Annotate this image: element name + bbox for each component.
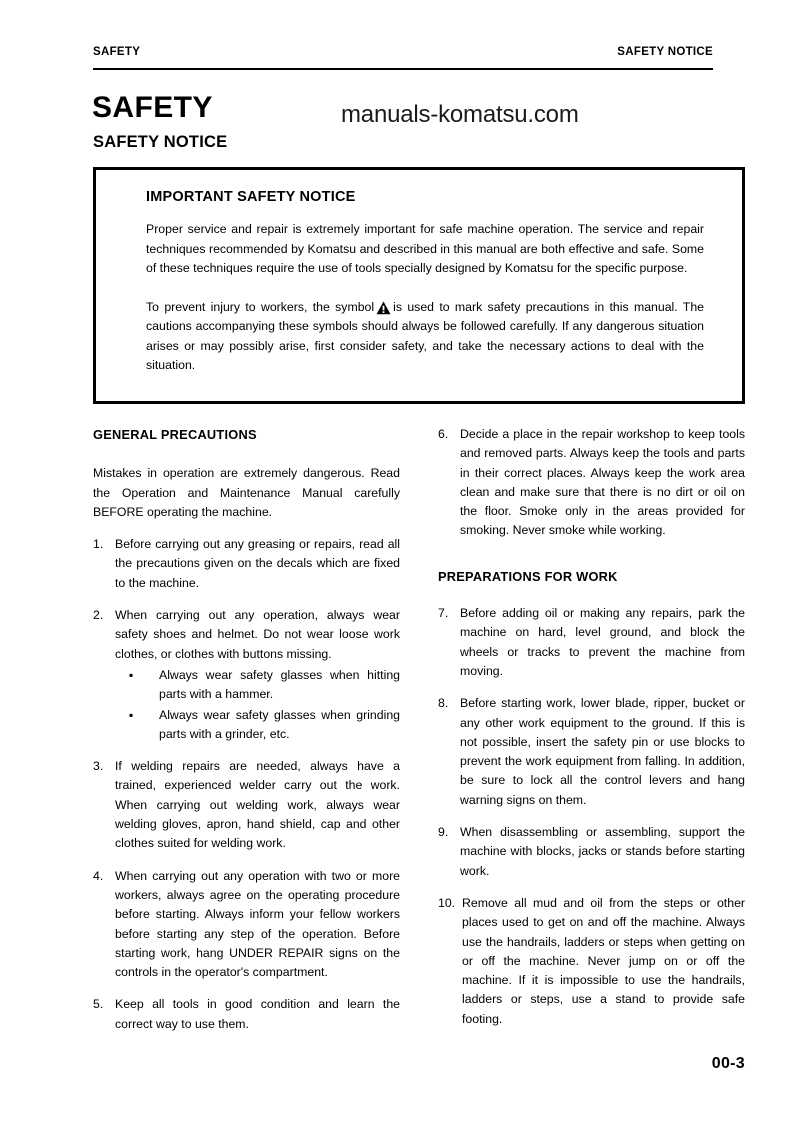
running-header-right: SAFETY NOTICE bbox=[617, 46, 713, 58]
list-item bbox=[438, 823, 745, 881]
list-item-number: 10. bbox=[438, 895, 456, 910]
list-item-text: Remove all mud and oil from the steps or other places used to get on and off the machine. Always use the handrails, ladders or steps when getting on or off the machine. Never jump on or off the machine. If it is impossible to use the handrails, ladders or steps, use a stand to provide safe footing. bbox=[462, 895, 745, 1026]
list-item bbox=[438, 894, 745, 1029]
list-item-number: 1. bbox=[93, 537, 104, 552]
list-item-number: 2. bbox=[93, 608, 104, 623]
general-precautions-list-continued bbox=[438, 425, 745, 541]
warning-triangle-icon bbox=[376, 301, 391, 315]
section-heading-general-precautions: GENERAL PRECAUTIONS bbox=[93, 427, 257, 442]
list-item bbox=[93, 606, 400, 744]
watermark-url: manuals-komatsu.com bbox=[341, 101, 579, 128]
notice-paragraph-2-after: is used to mark safety precautions in this manual. The cautions accompanying these symbols should always be followed carefully. If any dangerous situation arises or may possibly arise, first consider safety, and take the necessary actions to deal with the situation. bbox=[146, 299, 704, 372]
right-column bbox=[438, 425, 745, 1029]
list-item-number: 8. bbox=[438, 696, 449, 711]
list-item-text: When carrying out any operation, always wear safety shoes and helmet. Do not wear loose work clothes, or clothes with buttons missing. bbox=[115, 608, 400, 661]
list-item-text: Keep all tools in good condition and learn the correct way to use them. bbox=[115, 997, 400, 1031]
list-item-text: When carrying out any operation with two or more workers, always agree on the operating procedure before starting. Always inform your fellow workers before starting any step of the operation. Before starting work, hang UNDER REPAIR signs on the controls in the operator's compartment. bbox=[115, 868, 400, 980]
header-rule bbox=[93, 68, 713, 70]
list-item-text: Before adding oil or making any repairs, park the machine on hard, level ground, and block the wheels or tracks to prevent the machine from moving. bbox=[460, 606, 745, 678]
list-item-text: Before starting work, lower blade, ripper, bucket or any other work equipment to the ground. If this is not possible, insert the safety pin or use blocks to prevent the work equipment from falling. In addition, be sure to lock all the control levers and hang warning signs on them. bbox=[460, 696, 745, 807]
sublist-item-text: Always wear safety glasses when grinding parts with a grinder, etc. bbox=[159, 707, 400, 741]
list-item bbox=[438, 425, 745, 541]
notice-body bbox=[146, 220, 704, 376]
general-precautions-list bbox=[93, 535, 400, 1034]
general-precautions-lead: Mistakes in operation are extremely dangerous. Read the Operation and Maintenance Manual carefully BEFORE operating the machine. bbox=[93, 466, 400, 519]
list-item-number: 5. bbox=[93, 997, 104, 1012]
list-item-number: 9. bbox=[438, 825, 449, 840]
list-item-text: Decide a place in the repair workshop to keep tools and removed parts. Always keep the tools and parts in their correct places. Always keep the work area clean and make sure that there is no dirt or oil on the floor. Smoke only in the areas provided for smoking. Never smoke while working. bbox=[460, 427, 745, 538]
list-item-number: 3. bbox=[93, 759, 104, 774]
left-column bbox=[93, 425, 400, 1034]
list-item-number: 7. bbox=[438, 606, 449, 621]
square-bullet-icon: ▪ bbox=[129, 667, 134, 682]
sublist-item-text: Always wear safety glasses when hitting parts with a hammer. bbox=[159, 667, 400, 702]
notice-paragraph-2-before: To prevent injury to workers, the symbol bbox=[146, 299, 375, 314]
sublist bbox=[115, 666, 400, 744]
list-item bbox=[93, 757, 400, 853]
page-title: SAFETY bbox=[92, 91, 213, 124]
preparations-for-work-list bbox=[438, 604, 745, 1029]
list-item-text: When disassembling or assembling, support the machine with blocks, jacks or stands before starting work. bbox=[460, 825, 745, 878]
notice-heading: IMPORTANT SAFETY NOTICE bbox=[146, 189, 356, 205]
list-item-text: Before carrying out any greasing or repairs, read all the precautions given on the decals which are fixed to the machine. bbox=[115, 537, 400, 590]
notice-paragraph-2 bbox=[146, 298, 704, 376]
list-item bbox=[93, 995, 400, 1034]
sublist-item bbox=[115, 666, 400, 705]
section-heading-preparations-for-work: PREPARATIONS FOR WORK bbox=[438, 568, 618, 584]
list-item bbox=[438, 604, 745, 681]
square-bullet-icon: ▪ bbox=[129, 707, 134, 722]
list-item bbox=[93, 535, 400, 593]
running-header-left: SAFETY bbox=[93, 46, 141, 58]
list-item-number: 6. bbox=[438, 427, 449, 441]
list-item bbox=[438, 694, 745, 810]
page-subtitle: SAFETY NOTICE bbox=[93, 133, 228, 151]
list-item bbox=[93, 867, 400, 983]
page-number: 00-3 bbox=[711, 1055, 745, 1072]
important-safety-notice-box bbox=[93, 167, 745, 404]
sublist-item bbox=[115, 706, 400, 745]
list-item-text: If welding repairs are needed, always have a trained, experienced welder carry out the work. When carrying out welding work, always wear welding gloves, apron, hand shield, cap and other clothes suited for welding work. bbox=[115, 759, 400, 851]
running-header bbox=[93, 46, 713, 58]
list-item-number: 4. bbox=[93, 868, 104, 883]
notice-paragraph-1: Proper service and repair is extremely important for safe machine operation. The service and repair techniques recommended by Komatsu and described in this manual are both effective and safe. Some of these techniques require the use of tools specially designed by Komatsu for the specific purpose. bbox=[146, 222, 704, 275]
